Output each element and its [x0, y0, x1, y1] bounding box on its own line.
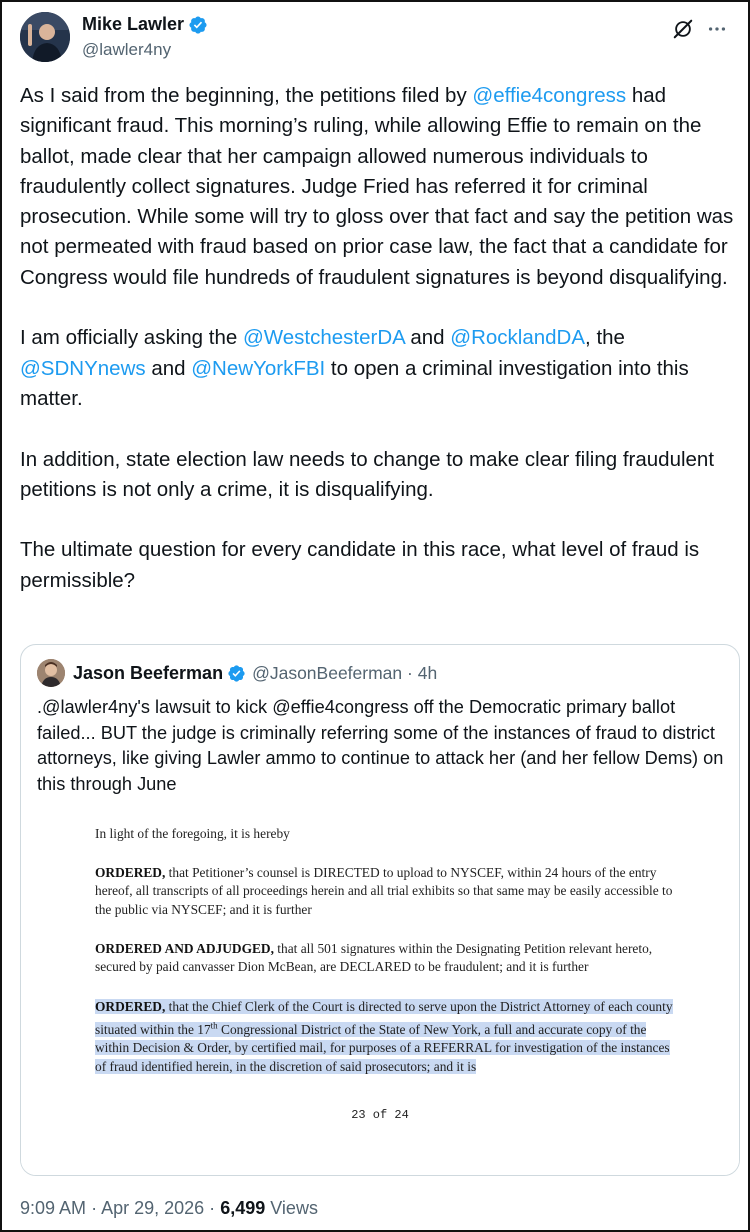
mention-westchesterda[interactable]: @WestchesterDA [242, 326, 405, 350]
mention-sdnynews[interactable]: @SDNYnews [20, 356, 146, 380]
quoted-tweet-text: .@lawler4ny's lawsuit to kick @effie4congress off the Democratic primary ballot failed... BUT the judge is criminally referring some of the instances of fraud to district attorneys, like giving Lawler ammo to continue to attack her (and her fellow Dems) on this through June [37, 697, 724, 795]
doc-page-number: 23 of 24 [351, 1108, 409, 1122]
tweet-paragraph-2: I am officially asking the @WestchesterDA and @RocklandDA, the @SDNYnews and @NewYorkFBI to open a criminal investigation into this matter. [20, 326, 689, 410]
quoted-author-handle: @JasonBeeferman · 4h [252, 662, 438, 683]
tweet-date[interactable]: Apr 29, 2026 [101, 1198, 205, 1218]
verified-badge-icon [227, 664, 246, 683]
tweet-paragraph-3: In addition, state election law needs to change to make clear filing fraudulent petitions is not only a crime, it is disqualifying. [20, 447, 715, 501]
verified-badge-icon [188, 15, 208, 35]
quoted-author-name[interactable]: Jason Beeferman [73, 662, 224, 683]
tweet-paragraph-4: The ultimate question for every candidate in this race, what level of fraud is permissible? [20, 538, 700, 592]
doc-order-2: ORDERED AND ADJUDGED, that all 501 signatures within the Designating Petition relevant hereto, secured by paid canvasser Dion McBean, are DECLARED to be fraudulent; and it is further [95, 941, 653, 975]
tweet-text [20, 81, 738, 596]
doc-order-3-highlighted: ORDERED, that the Chief Clerk of the Court is directed to serve upon the District Attorney of each county situated within the 17th Congressional District of the State of New York, a full and accurate copy of the within Decision & Order, by certified mail, for purposes of a REFERRAL for investigation of the instances of fraud identified herein, in the discretion of said prosecutors; and it is [95, 999, 673, 1074]
mention-newyorkfbi[interactable]: @NewYorkFBI [191, 356, 326, 380]
doc-intro: In light of the foregoing, it is hereby [95, 826, 290, 841]
court-document-image[interactable] [21, 795, 739, 1176]
mention-effie4congress[interactable]: @effie4congress [472, 84, 627, 107]
quoted-tweet[interactable] [20, 644, 740, 1176]
quoted-author-avatar [37, 659, 65, 687]
author-name[interactable]: Mike Lawler [82, 14, 185, 34]
tweet-footer: 9:09 AM · Apr 29, 2026 · 6,499 Views [20, 1198, 318, 1218]
tweet-paragraph-1: As I said from the beginning, the petitions filed by @effie4congress had significant fraud. This morning’s ruling, while allowing Effie to remain on the ballot, made clear that her campaign allowed numerous individuals to fraudulently collect signatures. Judge Fried has referred it for criminal prosecution. While some will try to gloss over that fact and say the petition was not permeated with fraud based on prior case law, the fact that a candidate for Congress would file hundreds of fraudulent signatures is beyond disqualifying. [20, 84, 734, 289]
more-options-icon[interactable] [706, 18, 728, 40]
tweet-header [20, 10, 732, 64]
mention-rocklandda[interactable]: @RocklandDA [450, 326, 586, 350]
grok-icon[interactable] [672, 18, 694, 40]
views-label: Views [270, 1198, 318, 1218]
quoted-timestamp: 4h [417, 662, 438, 683]
doc-order-1: ORDERED, that Petitioner’s counsel is DIRECTED to upload to NYSCEF, within 24 hours of the entry hereof, all transcripts of all proceedings herein and all trial exhibits so that same may be easily accessible to the public via NYSCEF; and it is further [95, 865, 673, 917]
tweet-time[interactable]: 9:09 AM [20, 1198, 87, 1218]
author-handle[interactable]: @lawler4ny [82, 40, 172, 59]
quoted-tweet-header [37, 659, 437, 687]
author-avatar[interactable] [20, 12, 70, 62]
views-count: 6,499 [220, 1198, 266, 1218]
